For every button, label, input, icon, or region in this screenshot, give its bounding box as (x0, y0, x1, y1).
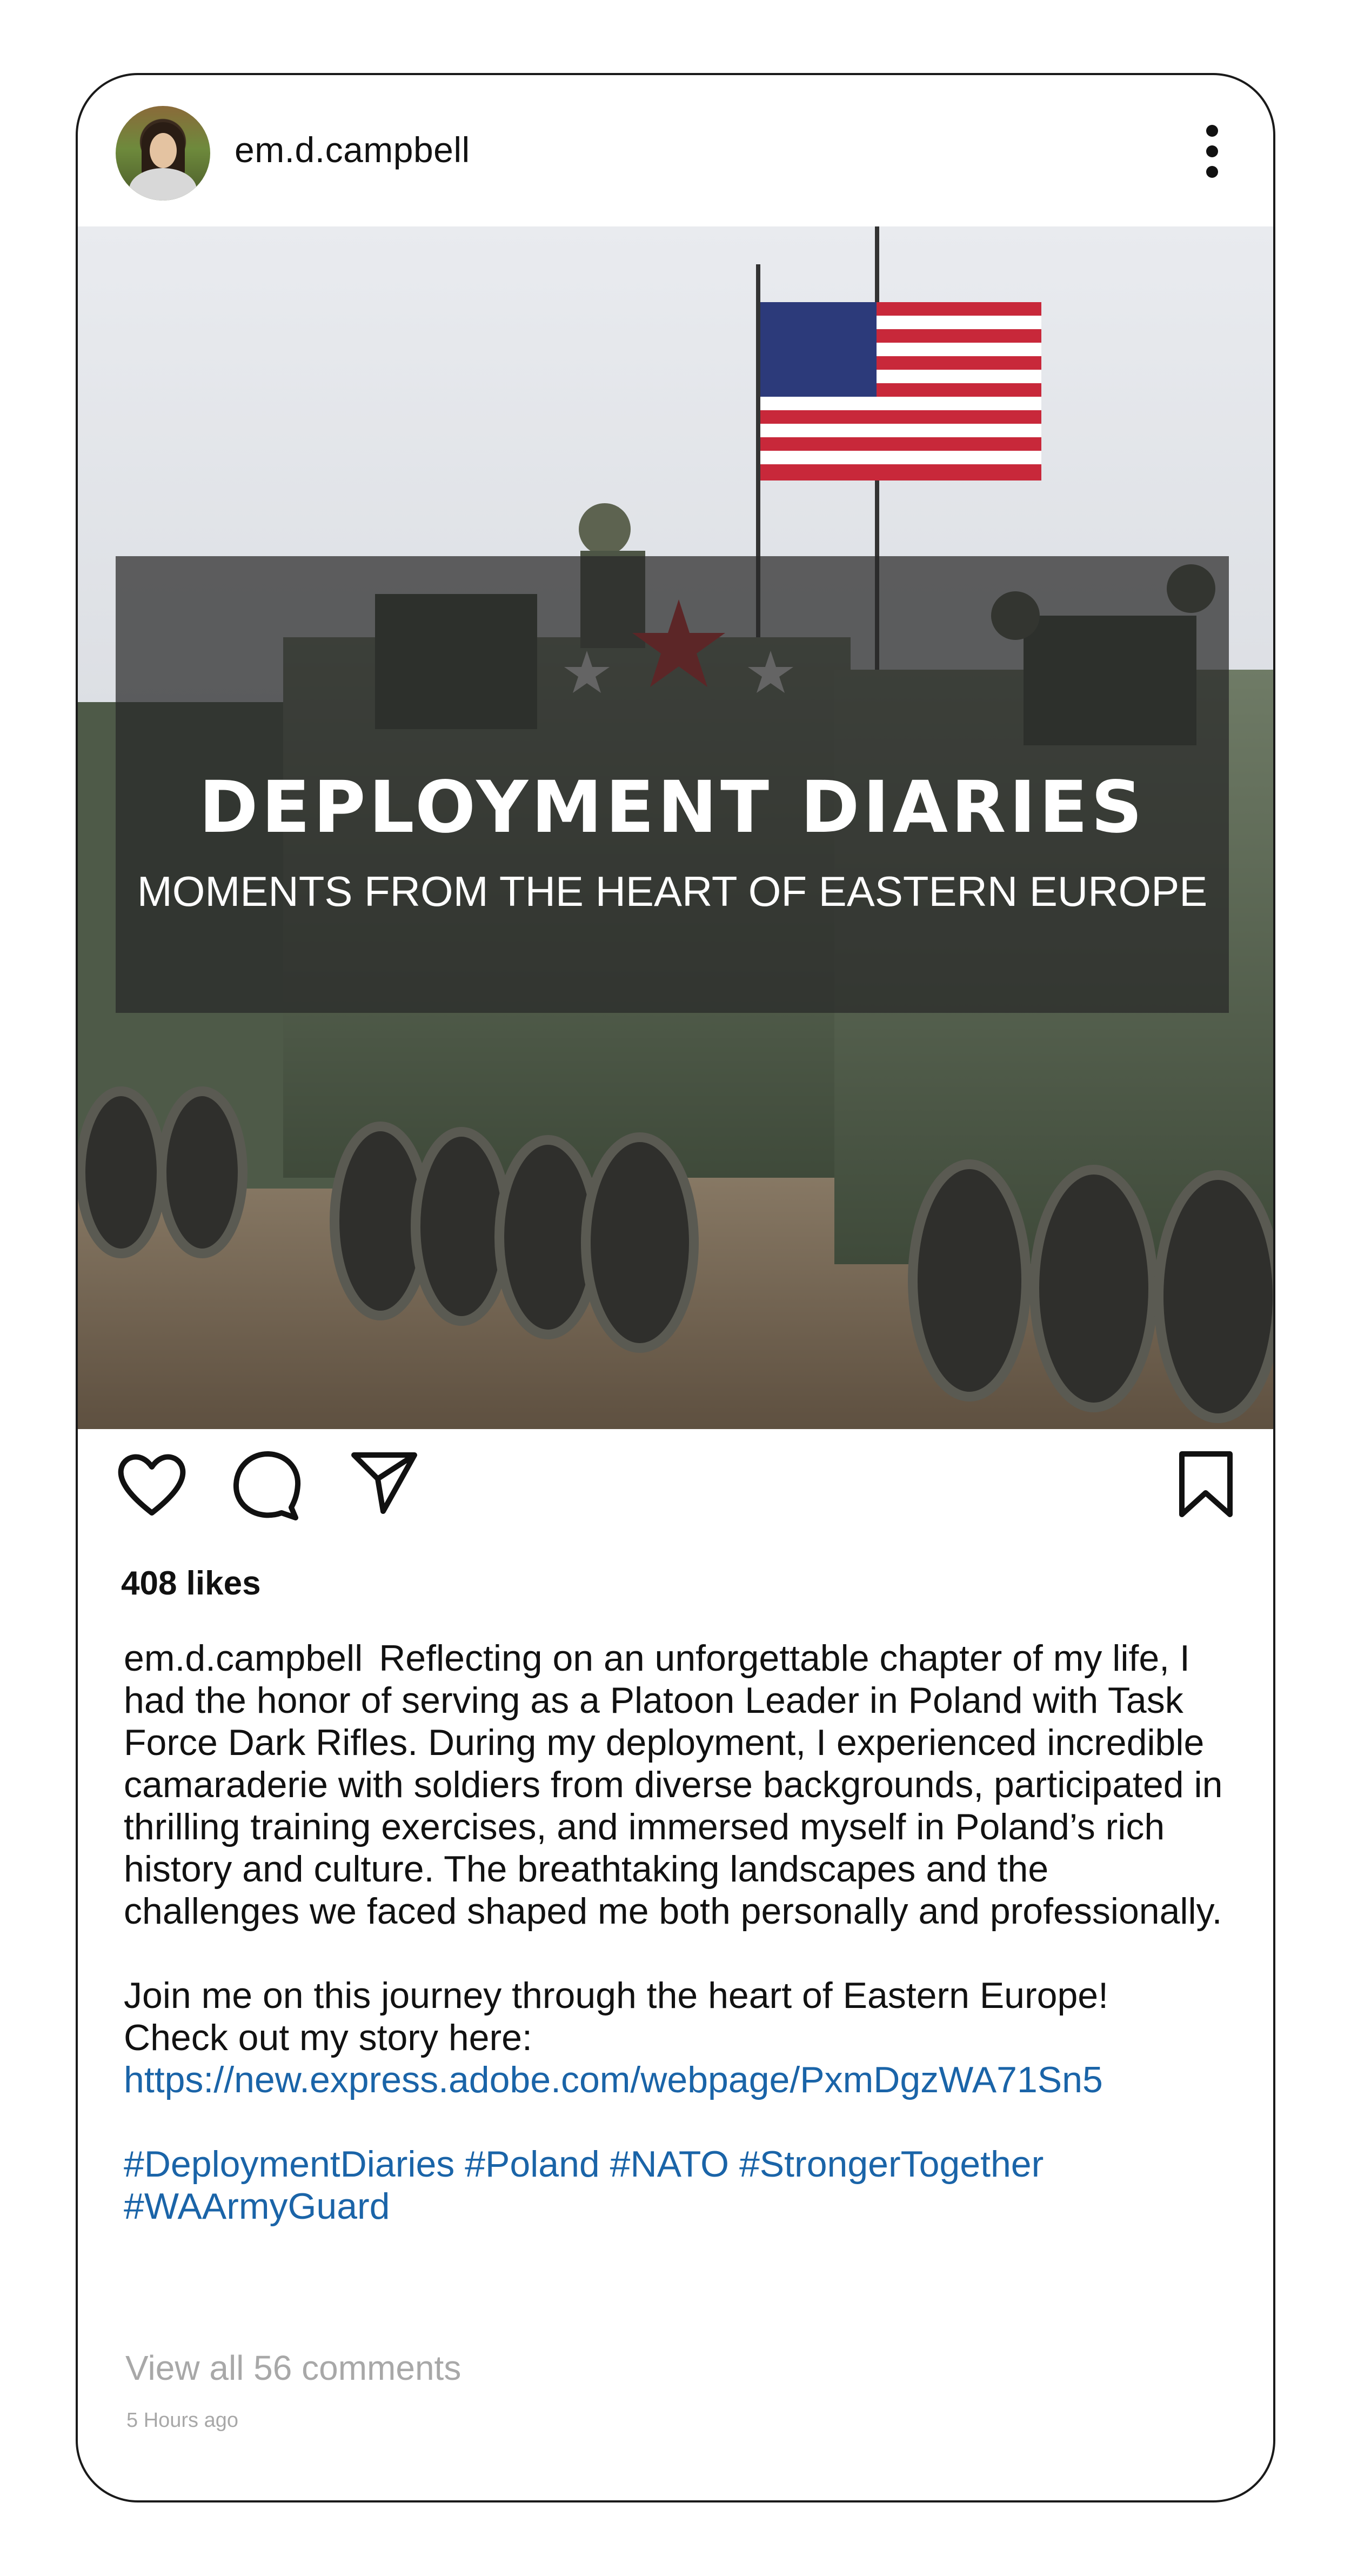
hashtag[interactable]: #Poland (465, 2144, 600, 2185)
caption-check-story: Check out my story here: (124, 2017, 532, 2058)
banner-title: DEPLOYMENT DIARIES (199, 766, 1146, 849)
hashtag[interactable]: #DeploymentDiaries (124, 2144, 455, 2185)
send-icon[interactable] (351, 1451, 418, 1516)
avatar[interactable] (116, 106, 210, 201)
caption-username[interactable]: em.d.campbell (124, 1638, 363, 1679)
likes-count[interactable]: 408 likes (121, 1565, 261, 1602)
caption-invite: Join me on this journey through the heart of Eastern Europe! (124, 1975, 1108, 2016)
post-caption (124, 1637, 1232, 2227)
post-image[interactable] (78, 226, 1273, 1429)
post-header (78, 75, 1273, 226)
action-bar (78, 1451, 1273, 1532)
photo-banner (116, 556, 1229, 1013)
hashtag[interactable]: #NATO (610, 2144, 730, 2185)
post-card (76, 73, 1275, 2502)
hashtag[interactable]: #StrongerTogether (739, 2144, 1044, 2185)
heart-icon[interactable] (117, 1451, 187, 1518)
caption-text: Reflecting on an unforgettable chapter of my life, I had the honor of serving as a Platoon Leader in Poland with Task Force Dark Rifles. During my deployment, I experienced incredible camaraderie with soldiers from diverse backgrounds, participated in thrilling training exercises, and immersed myself in Poland’s rich history and culture. The breathtaking landscapes and the challenges we faced shaped me both personally and professionally. (124, 1638, 1223, 1932)
post-username[interactable]: em.d.campbell (235, 130, 470, 170)
comment-icon[interactable] (232, 1451, 302, 1521)
bookmark-icon[interactable] (1178, 1451, 1234, 1518)
more-vertical-icon[interactable] (1203, 125, 1219, 179)
post-timestamp: 5 Hours ago (126, 2409, 239, 2432)
hashtag-list (124, 2143, 1232, 2227)
banner-subtitle: MOMENTS FROM THE HEART OF EASTERN EUROPE (137, 867, 1208, 915)
hashtag[interactable]: #WAArmyGuard (124, 2186, 390, 2227)
story-link[interactable]: https://new.express.adobe.com/webpage/PxmDgzWA71Sn5 (124, 2059, 1103, 2100)
view-comments-link[interactable]: View all 56 comments (125, 2348, 462, 2387)
